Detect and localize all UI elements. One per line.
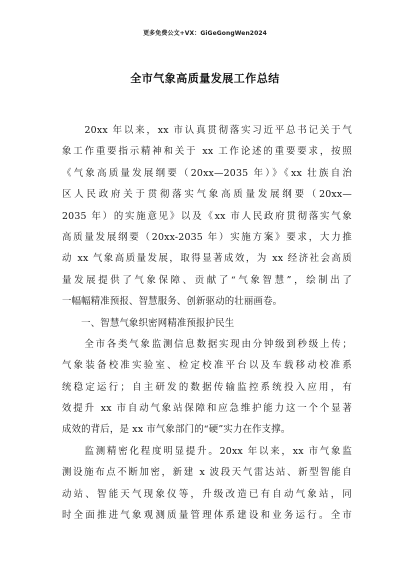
body-line: 2035 年）的实施意见》以及《xx 市人民政府贯彻落实气象 xyxy=(62,210,352,222)
body-line: 全市各类气象监测信息数据实现由分钟级到秒级上传； xyxy=(62,338,352,350)
section-heading: 一、智慧气象织密网精准预报护民生 xyxy=(62,317,235,329)
body-line: 效提升 xx 市自动气象站保障和应急维护能力这一个个显著 xyxy=(62,403,352,415)
body-line: 量发展提供了气象保障、贡献了“气象智慧”，绘制出了 xyxy=(62,274,352,286)
document-body xyxy=(62,120,352,526)
body-line: 动站、智能天气现象仪等，升级改造已有自动气象站，同 xyxy=(62,488,352,500)
document-title: 全市气象高质量发展工作总结 xyxy=(130,72,280,85)
body-line: 统稳定运行；自主研发的数据传输监控系统投入应用，有 xyxy=(62,381,352,393)
header-note: 更多免费公文+VX：GiGeGongWen2024 xyxy=(143,30,267,37)
body-line: 区人民政府关于贯彻落实气象高质量发展纲要（20xx— xyxy=(62,189,352,201)
body-line: 象工作重要指示精神和关于 xx 工作论述的重要要求，按照 xyxy=(62,146,352,158)
body-line: 监测精密化程度明显提升。20xx 年以来，xx 市气象监 xyxy=(62,445,352,457)
body-line: 《气象高质量发展纲要（20xx—2035 年）》《xx 壮族自治 xyxy=(62,167,352,179)
body-line: 测设施布点不断加密，新建 x 波段天气雷达站、新型智能自 xyxy=(62,467,352,479)
body-line: 动 xx 气象高质量发展，取得显著成效，为 xx 经济社会高质 xyxy=(62,253,352,265)
body-line: 气象装备校准实验室、检定校准平台以及车载移动校准系 xyxy=(62,360,352,372)
body-line: 一幅幅精准预报、智慧服务、创新驱动的壮丽画卷。 xyxy=(62,296,283,308)
body-line: 高质量发展纲要（20xx-2035 年）实施方案》要求，大力推 xyxy=(62,231,352,243)
body-line: 成效的背后，是 xx 市气象部门的“硬”实力在作支撑。 xyxy=(62,424,291,436)
body-line: 时全面推进气象观测质量管理体系建设和业务运行。全市 xyxy=(62,510,352,522)
body-line: 20xx 年以来，xx 市认真贯彻落实习近平总书记关于气 xyxy=(62,125,352,136)
